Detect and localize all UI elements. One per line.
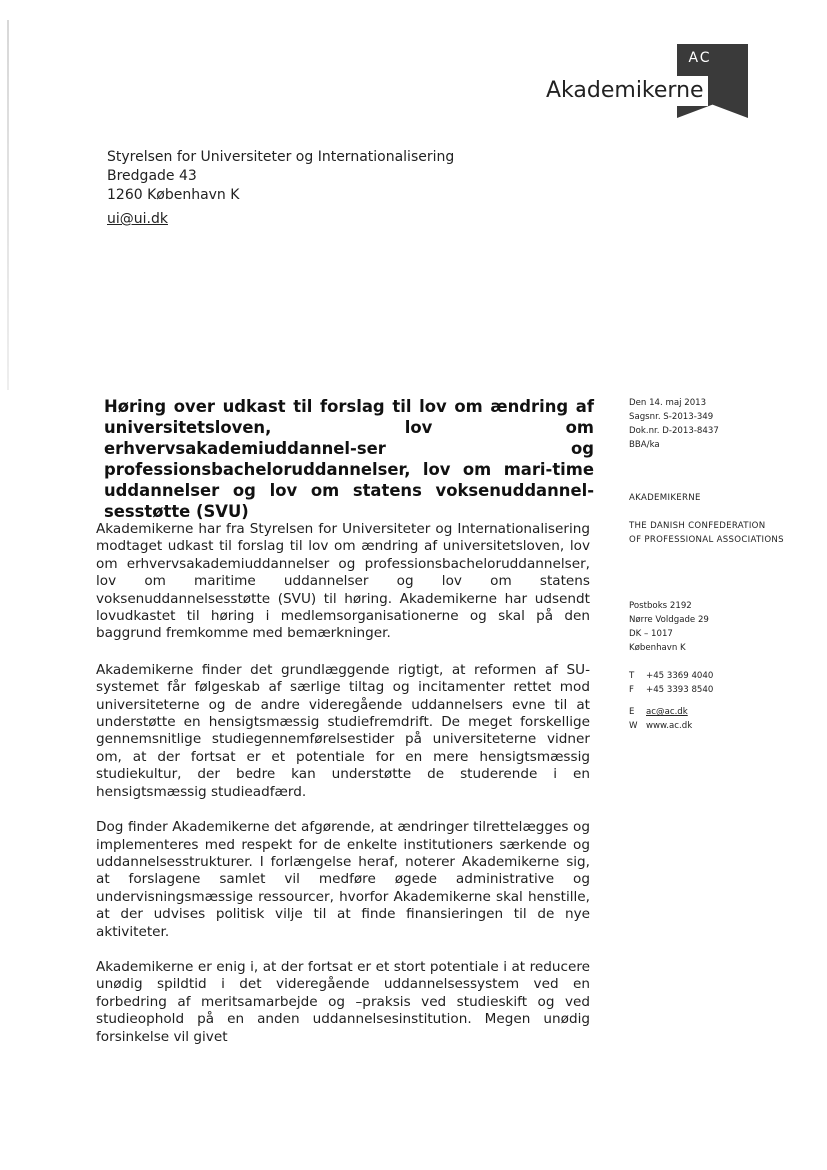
web-row — [629, 719, 713, 733]
fax-row — [629, 683, 713, 697]
org-tagline — [629, 519, 784, 547]
website-link[interactable]: www.ac.dk — [646, 721, 693, 731]
phone-row — [629, 669, 713, 683]
contact-info — [629, 669, 713, 733]
document-number: Dok.nr. D-2013-8437 — [629, 426, 719, 436]
recipient-address — [107, 148, 454, 205]
recipient-email-link[interactable]: ui@ui.dk — [107, 211, 168, 227]
fax-number: +45 3393 8540 — [646, 685, 714, 695]
scan-edge — [7, 20, 9, 390]
initials: BBA/ka — [629, 440, 660, 450]
case-number: Sagsnr. S-2013-349 — [629, 412, 714, 422]
fax-key: F — [629, 685, 634, 695]
letter-date: Den 14. maj 2013 — [629, 398, 707, 408]
org-tagline-line: OF PROFESSIONAL ASSOCIATIONS — [629, 535, 784, 545]
email-row — [629, 705, 713, 719]
logo-abbreviation: AC — [688, 50, 712, 66]
web-key: W — [629, 721, 638, 731]
logo-wordmark: Akademikerne — [546, 76, 708, 106]
letter-meta — [629, 396, 719, 452]
body-paragraph: Akademikerne har fra Styrelsen for Universiteter og Internationalisering modtaget udkast til forslag til lov om ændring af universitetsloven, lov om erhvervsakademiuddannelser og professionsbacheloruddannelser, lov om maritime uddannelser og lov om statens voksenuddannelsesstøtte (SVU) til høring. Akademikerne har udsendt lovudkastet til høring i medlemsorganisationerne og skal på den baggrund fremkomme med bemærkninger. — [96, 521, 590, 642]
recipient-line: Bredgade 43 — [107, 168, 197, 184]
subject-heading: Høring over udkast til forslag til lov om ændring af universitetsloven, lov om erhvervsakademiuddannel-ser og professionsbacheloruddannelser, lov om mari-time uddannelser og lov om statens voksenuddannel-sesstøtte (SVU) — [104, 397, 594, 521]
org-name: AKADEMIKERNE — [629, 493, 701, 503]
email-key: E — [629, 707, 635, 717]
address-city: København K — [629, 643, 686, 653]
org-tagline-line: THE DANISH CONFEDERATION — [629, 521, 766, 531]
address-street: Nørre Voldgade 29 — [629, 615, 709, 625]
body-paragraph: Dog finder Akademikerne det afgørende, at ændringer tilrettelægges og implementeres med respekt for de enkelte institutioners særkende og uddannelsesstrukturer. I forlængelse heraf, noterer Akademikerne sig, at forslagene samlet vil medføre øgede administrative og undervisningsmæssige ressourcer, hvorfor Akademikerne skal henstille, at der udvises politisk vilje til at finde finansieringen til de nye aktiviteter. — [96, 819, 590, 940]
contact-email-link[interactable]: ac@ac.dk — [646, 707, 688, 717]
recipient-line: Styrelsen for Universiteter og Internationalisering — [107, 149, 455, 165]
address-box: Postboks 2192 — [629, 601, 692, 611]
phone-number: +45 3369 4040 — [646, 671, 714, 681]
body-paragraph: Akademikerne finder det grundlæggende rigtigt, at reformen af SU-systemet får følgeskab af særlige tiltag og incitamenter rettet mod universiteterne og de andre videregående uddannelsers evne til at understøtte en hensigtsmæssig studiefremdrift. De meget forskellige gennemsnitlige studiegennemførelsestider på universiteterne vidner om, at der fortsat er et potentiale for en mere hensigtsmæssig studiekultur, der bedre kan understøtte de studerende i en hensigtsmæssig studieadfærd. — [96, 661, 590, 800]
phone-key: T — [629, 671, 635, 681]
recipient-line: 1260 København K — [107, 187, 240, 203]
body-paragraph: Akademikerne er enig i, at der fortsat er et stort potentiale i at reducere unødig spildtid i det videregående uddannelsessystem ved en forbedring af meritsamarbejde og –praksis ved studieskift og ved studieophold på en anden uddannelsesinstitution. Megen unødig forsinkelse vil givet — [96, 958, 590, 1045]
letter-body — [96, 521, 590, 1064]
address-postcode: DK – 1017 — [629, 629, 673, 639]
sender-address — [629, 599, 709, 655]
